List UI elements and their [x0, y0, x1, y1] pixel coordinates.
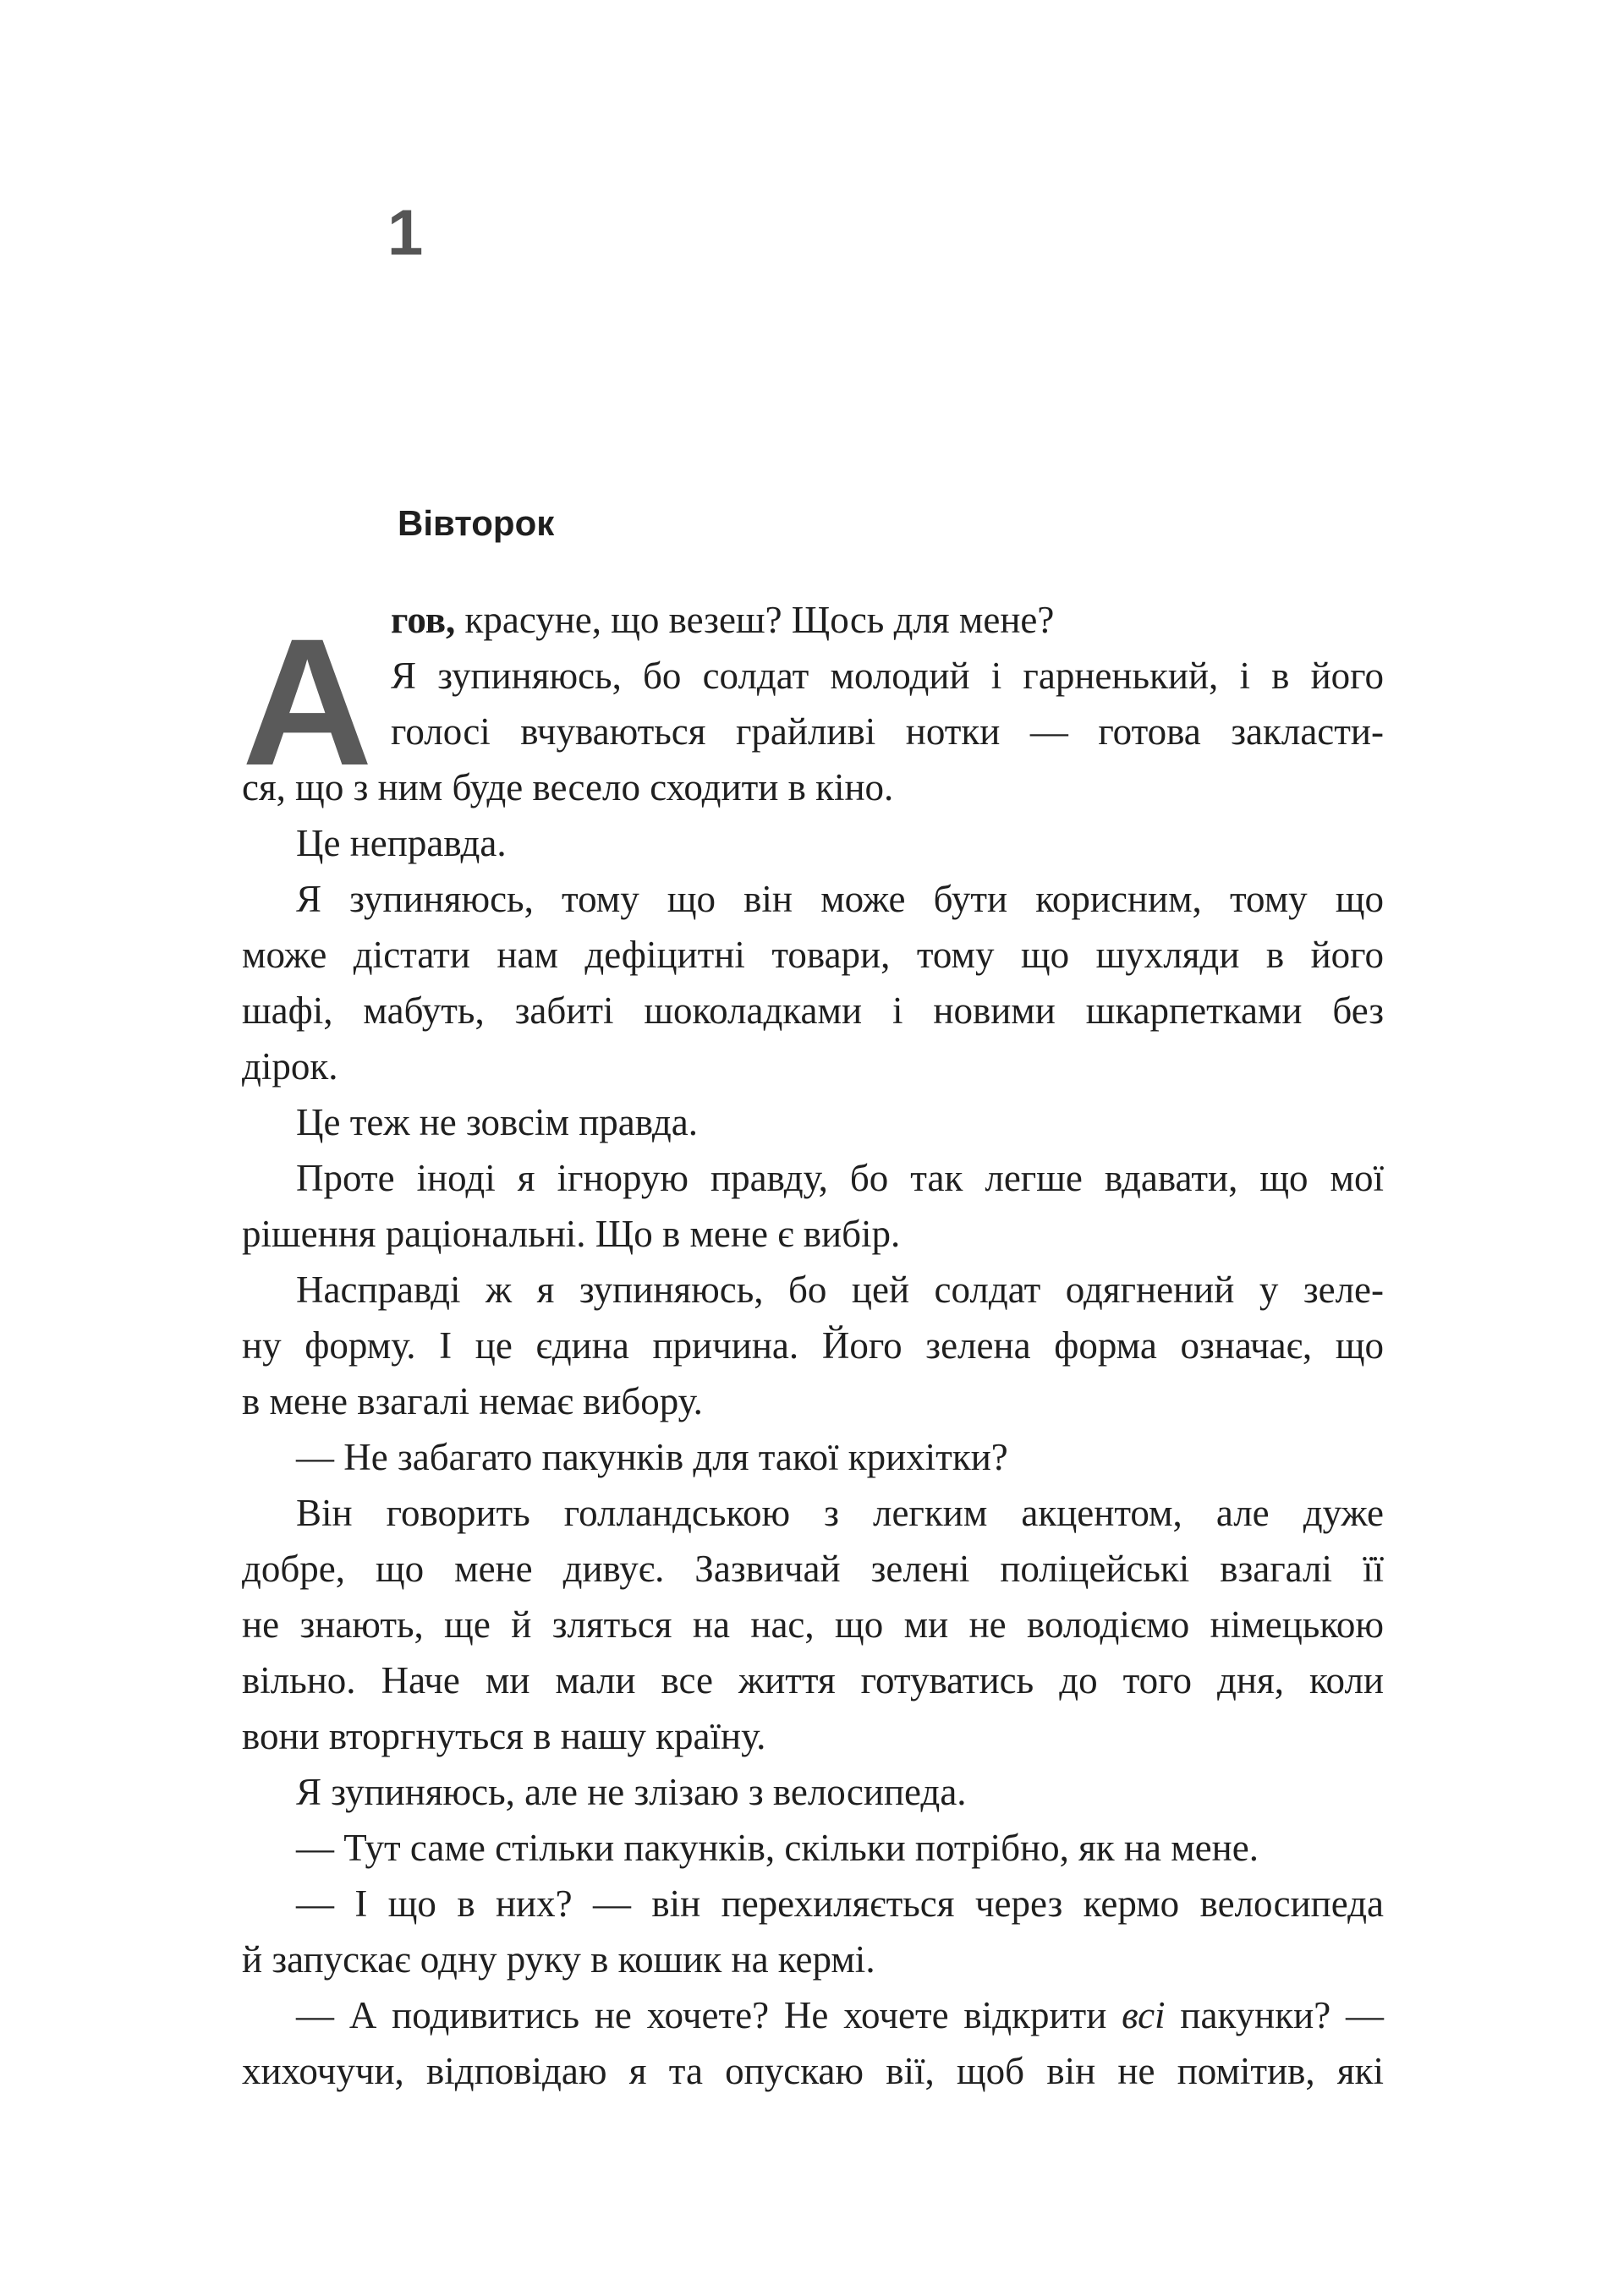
- paragraph-line: — І що в них? — він перехиляється через кермо велосипеда: [296, 1882, 1384, 1925]
- paragraph-line: рішення раціональні. Що в мене є вибір.: [242, 1213, 901, 1255]
- paragraph-line: — Тут саме стільки пакунків, скільки потрібно, як на мене.: [296, 1827, 1259, 1869]
- drop-cap: А: [242, 601, 373, 803]
- paragraph-line: Я зупиняюсь, але не злізаю з велосипеда.: [296, 1771, 967, 1813]
- paragraph-line: Насправді ж я зупиняюсь, бо цей солдат одягнений у зеле-: [296, 1269, 1384, 1311]
- paragraph-line: Я зупиняюсь, тому що він може бути корисним, тому що: [296, 878, 1384, 920]
- dialogue-part: пакунки? —: [1165, 1994, 1385, 2036]
- paragraph-line: ну форму. І це єдина причина. Його зелена форма означає, що: [242, 1324, 1384, 1367]
- paragraph-line: й запускає одну руку в кошик на кермі.: [242, 1938, 875, 1981]
- paragraph-line: [242, 592, 1384, 648]
- paragraph-line: вільно. Наче ми мали все життя готуватись до того дня, коли: [242, 1659, 1384, 1701]
- paragraph-line: в мене взагалі немає вибору.: [242, 1380, 703, 1422]
- opening-word: гов,: [391, 599, 456, 641]
- emphasized-word: всі: [1122, 1994, 1166, 2036]
- paragraph-line: дірок.: [242, 1045, 338, 1088]
- chapter-number: 1: [387, 197, 424, 269]
- paragraph-line: Це неправда.: [296, 822, 507, 864]
- paragraph-line: Він говорить голландською з легким акцентом, але дуже: [296, 1492, 1384, 1534]
- section-title: Вівторок: [398, 503, 555, 543]
- body-text: [242, 592, 1384, 2099]
- paragraph-line: Проте іноді я ігнорую правду, бо так легше вдавати, що мої: [296, 1157, 1384, 1199]
- paragraph-line: Це теж не зовсім правда.: [296, 1101, 699, 1143]
- paragraph-line: добре, що мене дивує. Зазвичай зелені поліцейські взагалі її: [242, 1548, 1384, 1590]
- paragraph-line: може дістати нам дефіцитні товари, тому що шухляди в його: [242, 934, 1384, 976]
- paragraph-line: хихочучи, відповідаю я та опускаю вії, щоб він не помітив, які: [242, 2050, 1384, 2092]
- paragraph-line: — Не забагато пакунків для такої крихітки?: [296, 1436, 1008, 1478]
- paragraph-line: не знають, ще й зляться на нас, що ми не володіємо німецькою: [242, 1603, 1384, 1646]
- paragraph-line: шафі, мабуть, забиті шоколадками і новими шкарпетками без: [242, 989, 1384, 1032]
- paragraph-line: ся, що з ним буде весело сходити в кіно.: [242, 766, 894, 808]
- opening-line-rest: красуне, що везеш? Щось для мене?: [455, 599, 1055, 641]
- paragraph-line: Я зупиняюсь, бо солдат молодий і гарненький, і в його: [391, 655, 1384, 697]
- dialogue-part: — А подивитись не хочете? Не хочете відкрити: [296, 1994, 1122, 2036]
- paragraph-line: [242, 1987, 1384, 2043]
- paragraph-line: голосі вчуваються грайливі нотки — готова закласти-: [391, 710, 1384, 753]
- paragraph-line: вони вторгнуться в нашу країну.: [242, 1715, 766, 1757]
